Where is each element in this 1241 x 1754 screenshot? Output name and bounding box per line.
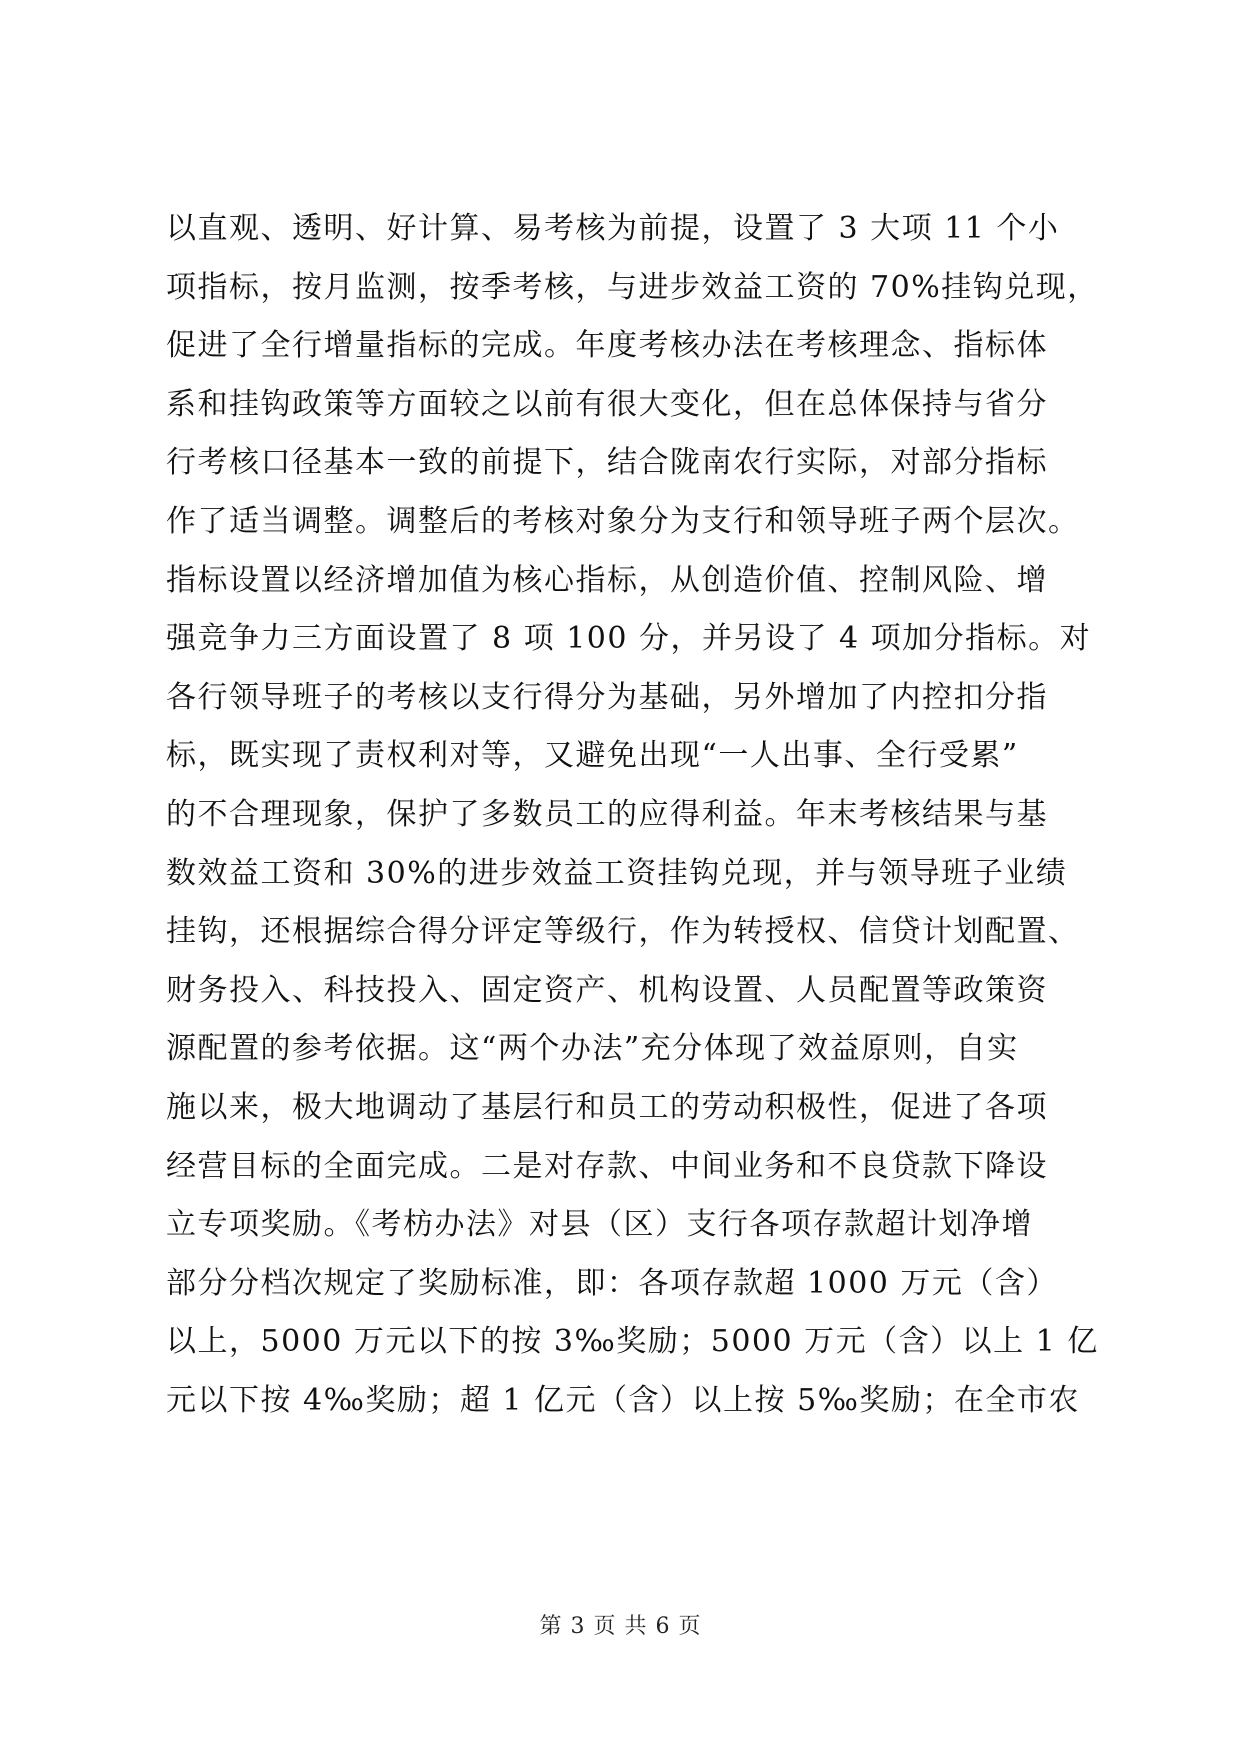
body-line: 强竞争力三方面设置了 8 项 100 分，并另设了 4 项加分指标。对 <box>166 621 1092 657</box>
body-line: 系和挂钩政策等方面较之以前有很大变化，但在总体保持与省分 <box>166 386 1048 422</box>
page-number-footer: 第 3 页 共 6 页 <box>539 1614 702 1639</box>
body-line: 以直观、透明、好计算、易考核为前提，设置了 3 大项 11 个小 <box>166 211 1060 246</box>
body-line: 促进了全行增量指标的完成。年度考核办法在考核理念、指标体 <box>166 328 1048 364</box>
body-line: 各行领导班子的考核以支行得分为基础，另外增加了内控扣分指 <box>166 679 1048 715</box>
body-line: 立专项奖励。《考枋办法》对县（区）支行各项存款超计划净增 <box>166 1207 1033 1243</box>
body-line: 经营目标的全面完成。二是对存款、中间业务和不良贷款下降设 <box>166 1148 1048 1184</box>
body-line: 部分分档次规定了奖励标准，即：各项存款超 1000 万元（含） <box>166 1265 1058 1301</box>
body-line: 的不合理现象，保护了多数员工的应得利益。年末考核结果与基 <box>166 796 1048 832</box>
body-line: 作了适当调整。调整后的考核对象分为支行和领导班子两个层次。 <box>166 503 1080 539</box>
body-line: 行考核口径基本一致的前提下，结合陇南农行实际，对部分指标 <box>166 445 1048 481</box>
body-line: 以上，5000 万元以下的按 3‰奖励；5000 万元（含）以上 1 亿 <box>166 1324 1099 1360</box>
body-text <box>166 200 1106 1430</box>
body-line: 指标设置以经济增加值为核心指标，从创造价值、控制风险、增 <box>166 562 1048 598</box>
body-line: 财务投入、科技投入、固定资产、机构设置、人员配置等政策资 <box>166 972 1048 1008</box>
body-line: 源配置的参考依据。这“两个办法”充分体现了效益原则，自实 <box>166 1031 1019 1067</box>
body-line: 项指标，按月监测，按季考核，与进步效益工资的 70%挂钩兑现， <box>166 269 1099 305</box>
body-line: 数效益工资和 30%的进步效益工资挂钩兑现，并与领导班子业绩 <box>166 855 1068 891</box>
body-line: 标，既实现了责权利对等，又避免出现“一人出事、全行受累” <box>166 738 1019 774</box>
body-line: 元以下按 4‰奖励；超 1 亿元（含）以上按 5‰奖励；在全市农 <box>166 1382 1080 1418</box>
body-line: 挂钩，还根据综合得分评定等级行，作为转授权、信贷计划配置、 <box>166 914 1080 950</box>
body-line: 施以来，极大地调动了基层行和员工的劳动积极性，促进了各项 <box>166 1089 1048 1125</box>
